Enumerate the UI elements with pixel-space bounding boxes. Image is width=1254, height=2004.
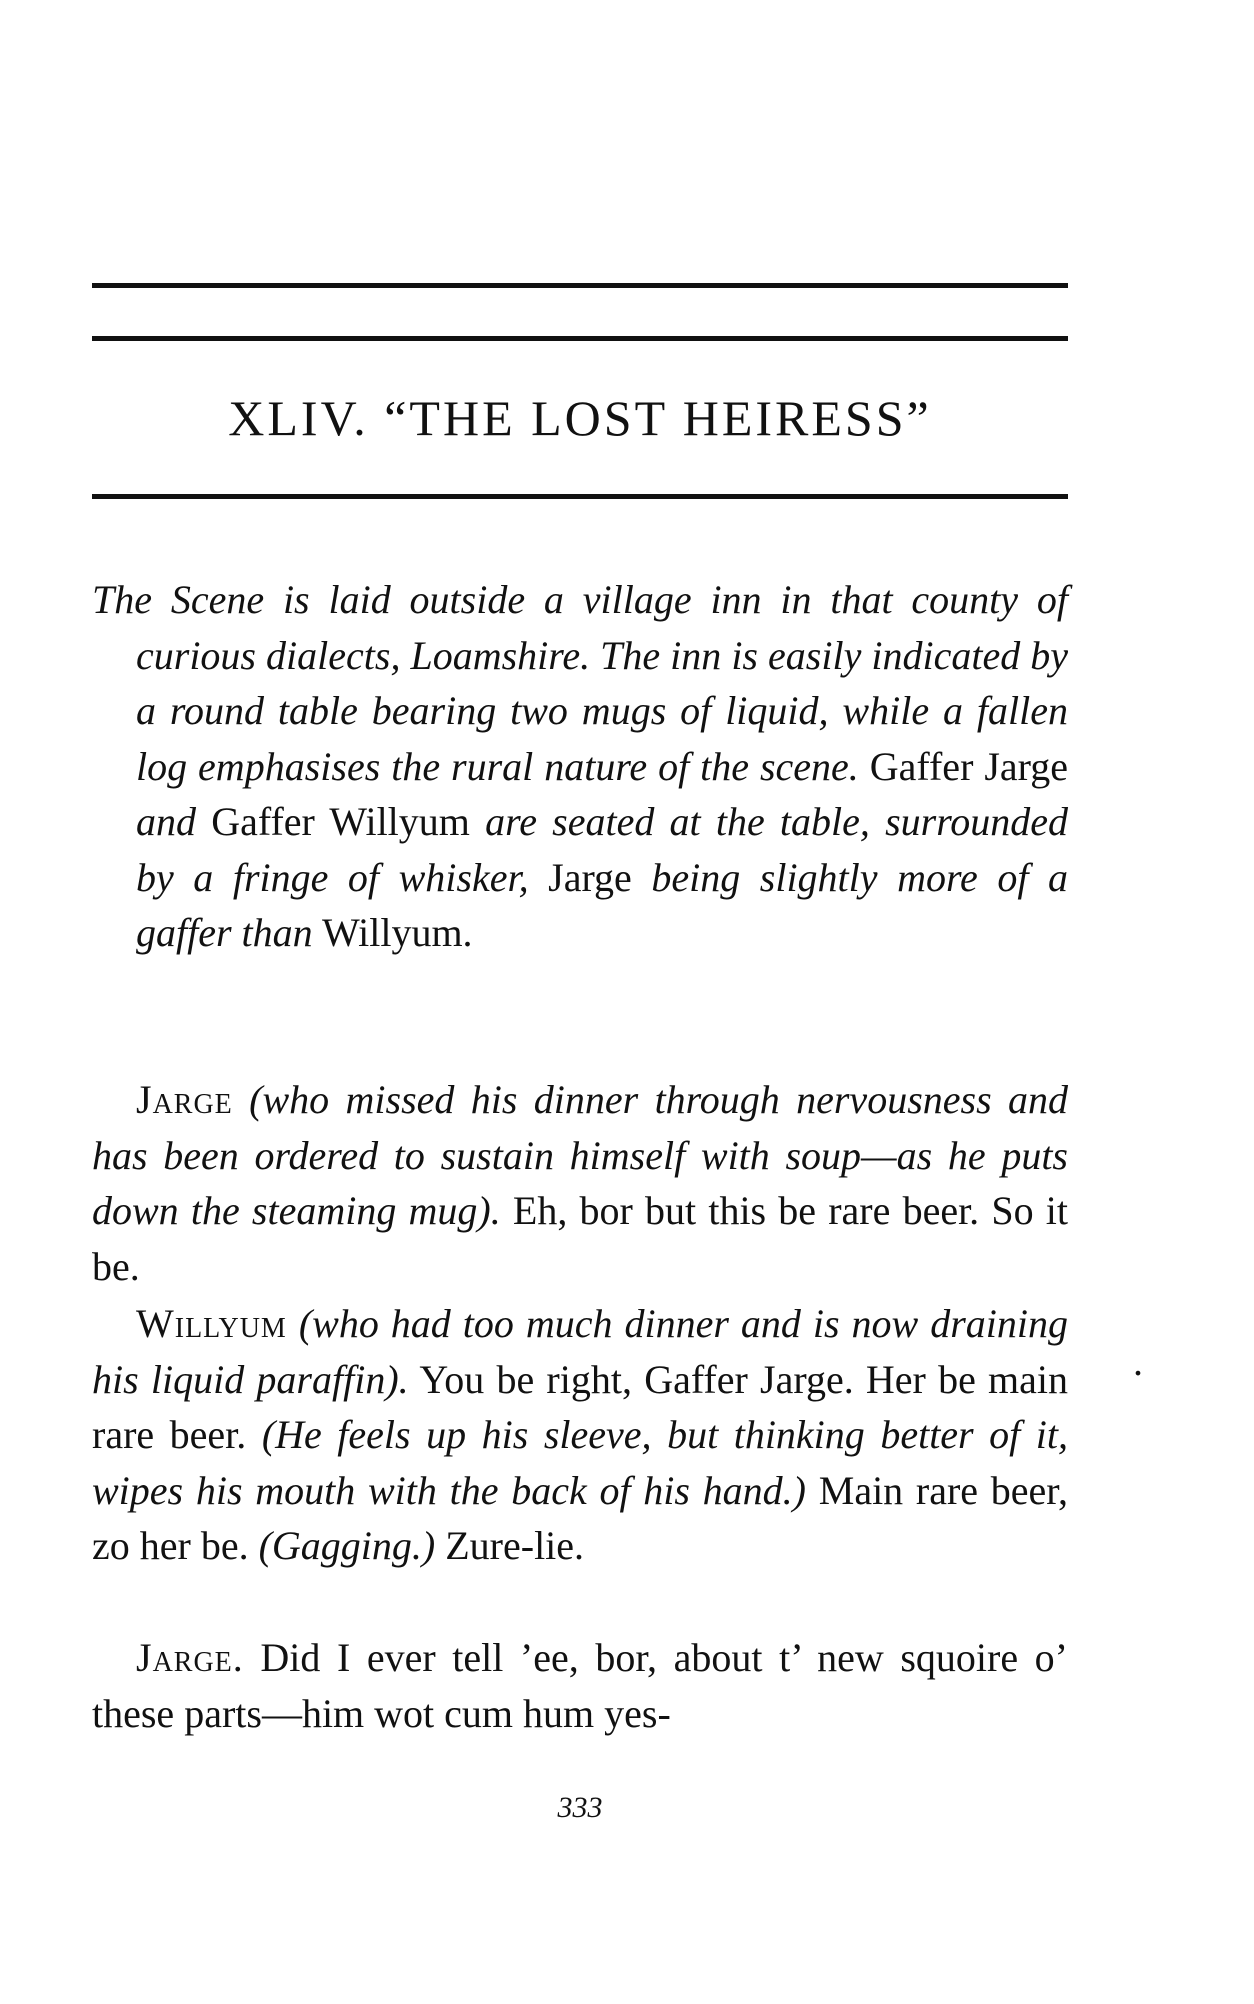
speech-paragraph — [92, 1630, 1068, 1741]
speech-paragraph — [92, 1296, 1068, 1574]
stage-direction: (who missed his dinner through nervousness and has been ordered to sustain himself with soup—as he puts down the steaming mug). — [92, 1077, 1068, 1233]
dialogue-text: Did I ever tell ’ee, bor, about t’ new squoire o’ these parts—him wot cum hum yes- — [92, 1635, 1068, 1736]
scene-text-2: are seated at the table, surrounded by a fringe of whisker, — [136, 799, 1069, 900]
dialogue-text: Eh, bor but this be rare beer. So it be. — [92, 1188, 1069, 1289]
speaker-name: Jarge — [136, 1077, 233, 1122]
scene-text-1: The Scene is laid outside a village inn in that county of curious dialects, Loamshire. The inn is easily indicated by a round table bearing two mugs of liquid, while a fallen log emphasises the rural nature of the scene. — [92, 577, 1068, 789]
stage-direction: (Gagging.) — [258, 1523, 436, 1568]
print-speck: . — [1133, 1339, 1143, 1384]
scene-text-3: being slightly more of a gaffer than — [136, 854, 1069, 955]
chapter-title: XLIV. “THE LOST HEIRESS” — [228, 390, 932, 446]
speaker-name: Willyum — [136, 1301, 287, 1346]
dialogue-text: Zure-lie. — [445, 1523, 585, 1568]
character-name: Gaffer Willyum — [211, 799, 470, 844]
character-name: Jarge — [548, 854, 632, 900]
dialogue-text: Main rare beer, zo her be. — [92, 1467, 1069, 1568]
dialogue-text: You be right, Gaffer Jarge. Her be main rare beer. — [92, 1356, 1069, 1457]
scene-conjunction: and — [136, 799, 196, 844]
stage-direction: (He feels up his sleeve, but thinking better of it, wipes his mouth with the back of his hand.) — [92, 1412, 1069, 1513]
scene-description — [92, 572, 1068, 961]
top-rule — [92, 283, 1068, 288]
book-page — [92, 0, 1068, 2004]
page-number: 333 — [557, 1791, 603, 1824]
speech-paragraph — [92, 1072, 1068, 1294]
stage-direction: (who had too much dinner and is now draining his liquid paraffin). — [92, 1301, 1068, 1402]
second-rule — [92, 336, 1068, 341]
character-name: Gaffer Jarge — [869, 743, 1068, 789]
speaker-name: Jarge. — [136, 1635, 244, 1680]
title-underline-rule — [92, 494, 1068, 499]
character-name: Willyum. — [321, 910, 473, 955]
